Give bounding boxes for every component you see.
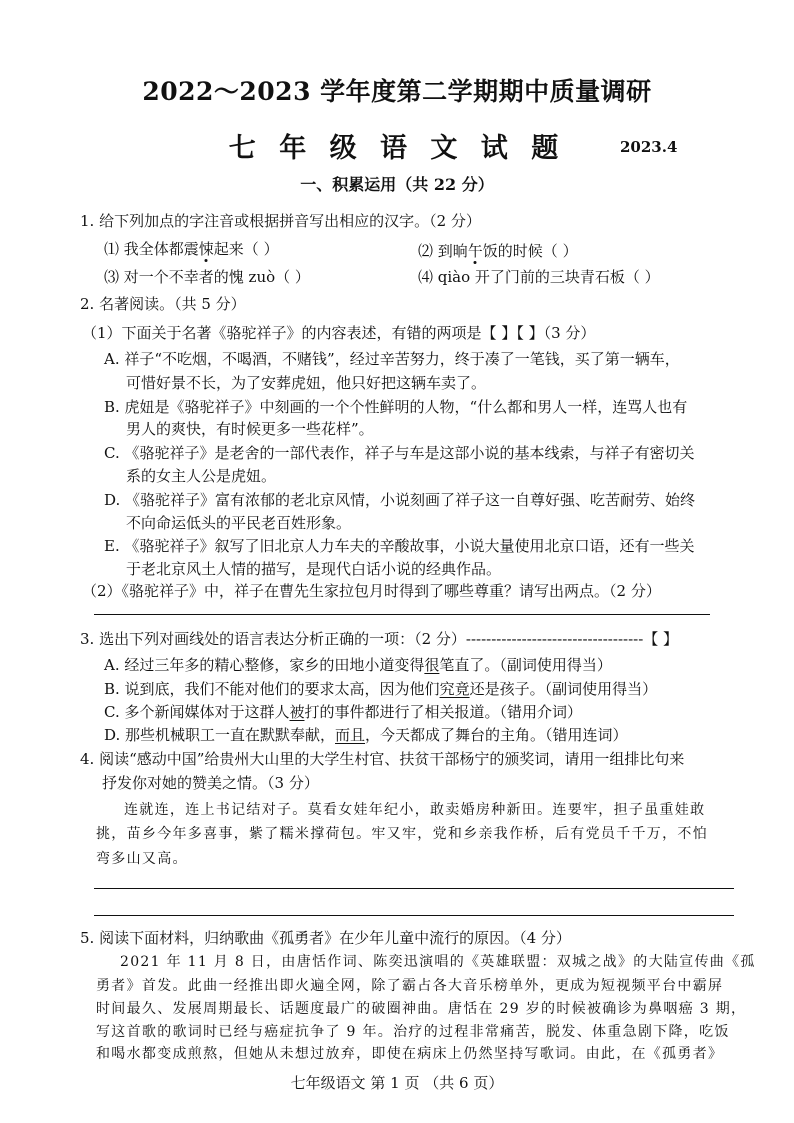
- page-footer: 七年级语文 第 1 页 （共 6 页）: [290, 1074, 504, 1092]
- q2-stem: 2. 名著阅读。（共 5 分）: [80, 295, 246, 313]
- q1-a-text: ⑴ 我全体都震: [104, 240, 199, 258]
- q2-option-b-line2: 男人的爽快，有时候更多一些花样”。: [126, 420, 374, 438]
- q4-stem-line1: 4. 阅读“感动中国”给贵州大山里的大学生村官、扶贫干部杨宁的颁奖词，请用一组排比句来: [80, 750, 685, 768]
- q2-option-a-line2: 可惜好景不长，为了安葬虎妞，他只好把这辆车卖了。: [126, 374, 487, 392]
- q3-c-note: 打的事件都进行了相关报道。（错用介词）: [304, 703, 583, 721]
- section-title: 一、积累运用（共 22 分）: [300, 175, 494, 194]
- q1-item-c: ⑶ 对一个不幸者的愧 zuò（ ）: [104, 268, 310, 286]
- q4-passage-line3: 弯多山又高。: [96, 851, 188, 867]
- q1-b-blank: 饭的时候（ ）: [482, 242, 578, 260]
- q1-b-dotted-char: 午: [467, 242, 483, 260]
- q1-a-blank: 起来（ ）: [213, 240, 279, 258]
- q3-a-text: A. 经过三年多的精心整修，家乡的田地小道变得: [104, 656, 425, 674]
- q2-option-b-line1: B. 虎妞是《骆驼祥子》中刻画的一个个性鲜明的人物，“什么都和男人一样，连骂人也有: [104, 398, 688, 416]
- q3-d-note: ，今天都成了舞台的主角。（错用连词）: [365, 726, 628, 744]
- q3-b-underlined: 究竟: [439, 680, 470, 698]
- q1-item-a: [104, 238, 279, 259]
- q5-passage-line4: 写这首歌的歌词时已经与癌症抗争了 9 年。治疗的过程非常痛苦，脱发、体重急剧下降，吃饭: [96, 1024, 730, 1040]
- q4-stem-line2: 抒发你对她的赞美之情。（3 分）: [102, 774, 319, 792]
- q3-option-b: [104, 678, 657, 699]
- q2-option-a-line1: A. 祥子“不吃烟，不喝酒，不赌钱”，经过辛苦努力，终于凑了一笔钱，买了第一辆车，: [104, 350, 680, 368]
- q3-stem: 3. 选出下列对画线处的语言表达分析正确的一项：（2 分）-----------------------------------【 】: [80, 630, 679, 648]
- q4-passage-line1: 连就连，连上书记结对子。莫看女娃年纪小，敢卖婚房种新田。连要牢，担子虽重娃敢: [124, 802, 706, 818]
- q3-option-c: [104, 701, 582, 722]
- q1-stem: 1. 给下列加点的字注音或根据拼音写出相应的汉字。（2 分）: [80, 212, 481, 230]
- q3-b-text: B. 说到底，我们不能对他们的要求太高，因为他们: [104, 680, 440, 698]
- q2-option-d-line2: 不向命运低头的平民老百姓形象。: [126, 514, 352, 532]
- q1-a-dotted-char: 悚: [198, 240, 214, 258]
- q3-option-a: [104, 654, 612, 675]
- q3-a-underlined: 很: [424, 656, 440, 674]
- q2-option-c-line1: C. 《骆驼祥子》是老舍的一部代表作，祥子与车是这部小说的基本线索，与祥子有密切关: [104, 444, 695, 462]
- q3-option-d: [104, 724, 628, 745]
- exam-subtitle: 七 年 级 语 文 试 题: [228, 133, 566, 164]
- exam-title: 2022～2023 学年度第二学期期中质量调研: [142, 77, 652, 106]
- q1-item-b: [418, 240, 578, 261]
- exam-date: 2023.4: [620, 138, 678, 156]
- q5-passage-line2: 勇者》首发。此曲一经推出即火遍全网，除了霸占各大音乐榜单外，更成为短视频平台中霸屏: [96, 978, 724, 994]
- q2-option-e-line1: E. 《骆驼祥子》叙写了旧北京人力车夫的辛酸故事，小说大量使用北京口语，还有一些关: [104, 537, 695, 555]
- q3-d-text: D. 那些机械职工一直在默默奉献，: [104, 726, 336, 744]
- q4-passage-line2: 挑，苗乡今年多喜事，紫了糯米撑荷包。牢又牢，党和乡亲我作桥，后有党员千千万，不怕: [96, 826, 708, 842]
- q5-passage-line1: 2021 年 11 月 8 日，由唐恬作词、陈奕迅演唱的《英雄联盟：双城之战》的大陆宣传曲《孤: [120, 954, 756, 970]
- q1-b-text: ⑵ 到晌: [418, 242, 468, 260]
- answer-line[interactable]: [94, 915, 734, 916]
- q3-d-underlined: 而且: [335, 726, 366, 744]
- q2-option-c-line2: 系的女主人公是虎妞。: [126, 467, 277, 485]
- q2-option-e-line2: 于老北京风土人情的描写，是现代白话小说的经典作品。: [126, 560, 502, 578]
- q1-item-d: ⑷ qiào 开了门前的三块青石板（ ）: [418, 268, 660, 286]
- q3-b-note: 还是孩子。（副词使用得当）: [469, 680, 658, 698]
- q5-stem: 5. 阅读下面材料，归纳歌曲《孤勇者》在少年儿童中流行的原因。（4 分）: [80, 929, 571, 947]
- answer-line[interactable]: [94, 614, 710, 615]
- q5-passage-line5: 和喝水都变成煎熬，但她从未想过放弃，即使在病床上仍然坚持写歌词。由此，在《孤勇者》: [96, 1046, 724, 1062]
- answer-line[interactable]: [94, 888, 734, 889]
- q2-sub2: （2）《骆驼祥子》中，祥子在曹先生家拉包月时得到了哪些尊重？请写出两点。（2 分）: [82, 582, 661, 600]
- q3-c-underlined: 被: [289, 703, 305, 721]
- q3-a-note: 笔直了。（副词使用得当）: [439, 656, 612, 674]
- q3-c-text: C. 多个新闻媒体对于这群人: [104, 703, 290, 721]
- q5-passage-line3: 时间最久、发展周期最长、话题度最广的破圈神曲。唐恬在 29 岁的时候被确诊为鼻咽癌 3 期，: [96, 1001, 747, 1017]
- q2-sub1: （1）下面关于名著《骆驼祥子》的内容表述，有错的两项是【 】【 】（3 分）: [82, 324, 596, 342]
- q2-option-d-line1: D. 《骆驼祥子》富有浓郁的老北京风情，小说刻画了祥子这一自尊好强、吃苦耐劳、始终: [104, 491, 696, 509]
